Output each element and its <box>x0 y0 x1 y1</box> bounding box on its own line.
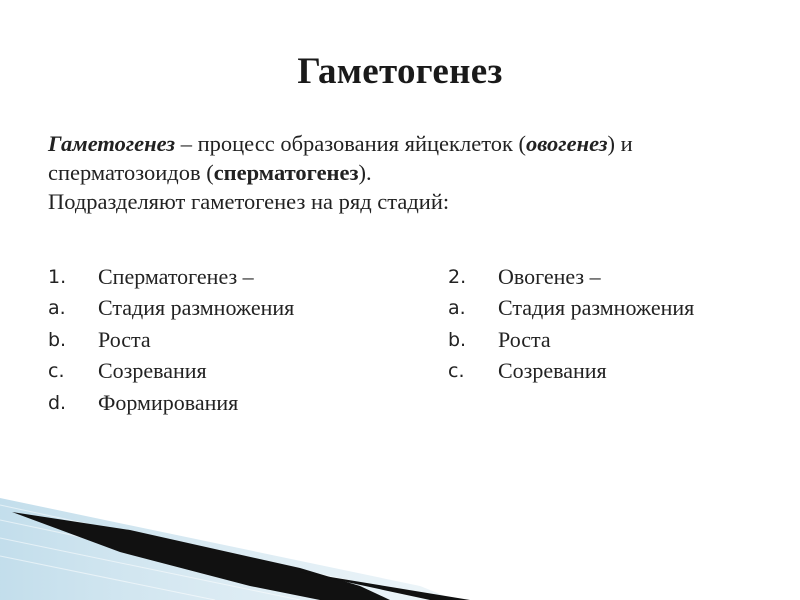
spermatogenesis-list <box>48 261 294 419</box>
intro-line-3: Подразделяют гаметогенез на ряд стадий: <box>48 189 450 214</box>
list-marker: d. <box>48 391 67 414</box>
list-item <box>448 356 694 388</box>
intro-line-1-text-1: – процесс образования яйцеклеток ( <box>175 131 527 156</box>
term-spermatogenesis: сперматогенез <box>213 160 359 185</box>
list-marker: a. <box>448 297 466 320</box>
list-item-text: Формирования <box>98 389 239 415</box>
list-marker: 1. <box>48 265 67 288</box>
term-oogenesis: овогенез <box>526 131 608 156</box>
list-item-text: Стадия размножения <box>98 295 295 321</box>
list-item <box>48 387 294 419</box>
list-marker: a. <box>48 297 66 320</box>
list-item <box>48 356 294 388</box>
intro-text <box>48 129 768 216</box>
list-item <box>448 261 694 293</box>
oogenesis-list <box>448 261 694 387</box>
list-item <box>48 293 294 325</box>
intro-line-2-text-1: сперматозоидов ( <box>48 160 214 185</box>
list-item-text: Стадия размножения <box>498 295 695 321</box>
list-marker: b. <box>48 328 67 351</box>
swoosh-dark-band <box>12 512 390 600</box>
intro-line-1 <box>48 129 768 158</box>
intro-line-2-text-2: ). <box>358 160 372 185</box>
list-item-text: Роста <box>498 326 551 352</box>
list-item <box>448 324 694 356</box>
list-marker: c. <box>448 360 465 383</box>
intro-line-2 <box>48 158 768 187</box>
swoosh-dark-tip <box>300 572 470 600</box>
list-item-text: Овогенез – <box>498 263 601 289</box>
intro-line-1-text-2: ) и <box>607 131 633 156</box>
term-gametogenesis: Гаметогенез <box>48 131 176 156</box>
list-marker: c. <box>48 360 65 383</box>
slide-title: Гаметогенез <box>297 51 503 92</box>
list-item-text: Роста <box>98 326 151 352</box>
list-item-text: Созревания <box>498 358 607 384</box>
list-item-text: Сперматогенез – <box>98 263 254 289</box>
list-item-text: Созревания <box>98 358 207 384</box>
swoosh-light-band <box>0 498 455 600</box>
list-item <box>448 293 694 325</box>
list-item <box>48 324 294 356</box>
list-marker: b. <box>448 328 467 351</box>
list-item <box>48 261 294 293</box>
list-marker: 2. <box>448 265 467 288</box>
